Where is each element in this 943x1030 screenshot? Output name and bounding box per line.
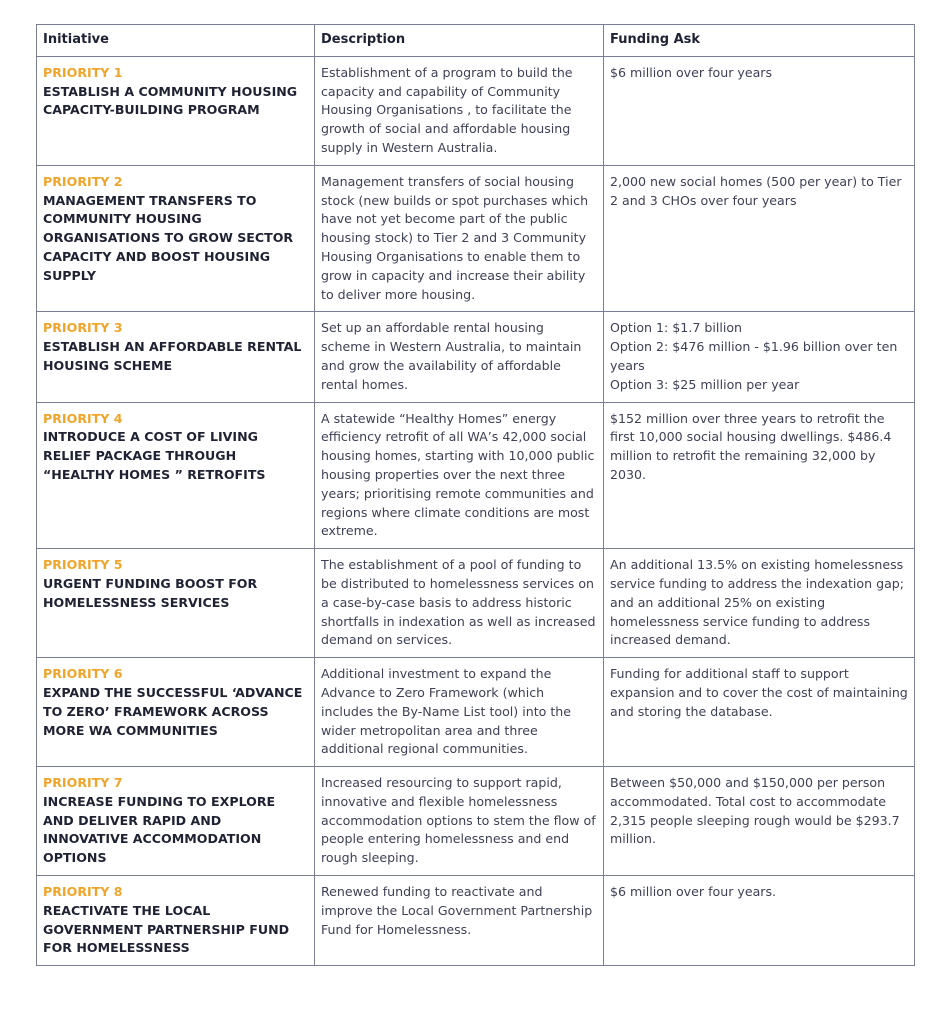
- funding-cell: [604, 658, 915, 767]
- table-row: [37, 767, 915, 876]
- initiative-cell: [37, 658, 315, 767]
- table-row: [37, 312, 915, 402]
- funding-line: Between $50,000 and $150,000 per person accommodated. Total cost to accommodate 2,315 people sleeping rough would be $293.7 million.: [610, 775, 900, 847]
- table-row: [37, 876, 915, 966]
- priority-label: PRIORITY 2: [43, 173, 123, 189]
- priority-label: PRIORITY 7: [43, 775, 123, 791]
- funding-cell: [604, 402, 915, 549]
- funding-cell: [604, 876, 915, 966]
- funding-line: Option 3: $25 million per year: [610, 376, 800, 392]
- initiative-title: INTRODUCE A COST OF LIVING RELIEF PACKAGE THROUGH “HEALTHY HOMES ” RETROFITS: [43, 429, 266, 482]
- table-row: [37, 549, 915, 658]
- initiative-title: INCREASE FUNDING TO EXPLORE AND DELIVER RAPID AND INNOVATIVE ACCOMMODATION OPTIONS: [43, 793, 276, 866]
- initiative-title: ESTABLISH A COMMUNITY HOUSING CAPACITY-BUILDING PROGRAM: [43, 83, 298, 118]
- header-initiative: Initiative: [37, 25, 315, 57]
- priorities-table-wrapper: [36, 24, 914, 966]
- header-description: Description: [315, 25, 604, 57]
- priority-label: PRIORITY 5: [43, 557, 123, 573]
- initiative-cell: [37, 402, 315, 549]
- table-header-row: [37, 25, 915, 57]
- funding-cell: [604, 312, 915, 402]
- initiative-title: MANAGEMENT TRANSFERS TO COMMUNITY HOUSING ORGANISATIONS TO GROW SECTOR CAPACITY AND BOOST HOUSING SUPPLY: [43, 192, 294, 283]
- priority-label: PRIORITY 3: [43, 320, 123, 336]
- priority-label: PRIORITY 1: [43, 64, 123, 80]
- initiative-cell: [37, 165, 315, 312]
- initiative-title: ESTABLISH AN AFFORDABLE RENTAL HOUSING SCHEME: [43, 339, 302, 373]
- initiative-title: REACTIVATE THE LOCAL GOVERNMENT PARTNERSHIP FUND FOR HOMELESSNESS: [43, 902, 290, 956]
- table-row: [37, 402, 915, 549]
- description-cell: Set up an affordable rental housing scheme in Western Australia, to maintain and grow the availability of affordable rental homes.: [315, 312, 604, 402]
- funding-line: $6 million over four years.: [610, 884, 777, 900]
- priority-label: PRIORITY 4: [43, 410, 123, 426]
- description-cell: Additional investment to expand the Advance to Zero Framework (which includes the By-Name List tool) into the wider metropolitan area and three additional regional communities.: [315, 658, 604, 767]
- funding-cell: [604, 165, 915, 312]
- funding-line: 2,000 new social homes (500 per year) to Tier 2 and 3 CHOs over four years: [610, 173, 902, 208]
- initiative-cell: [37, 56, 315, 165]
- funding-line: $152 million over three years to retrofit the first 10,000 social housing dwellings. $486.4 million to retrofit the remaining 32,000 by 2030.: [610, 410, 892, 482]
- priority-label: PRIORITY 8: [43, 884, 123, 900]
- funding-line: Option 1: $1.7 billion: [610, 320, 743, 336]
- initiative-title: EXPAND THE SUCCESSFUL ‘ADVANCE TO ZERO’ FRAMEWORK ACROSS MORE WA COMMUNITIES: [43, 684, 303, 738]
- funding-line: An additional 13.5% on existing homelessness service funding to address the indexation gap; and an additional 25% on existing homelessness service funding to address increased demand.: [610, 557, 905, 648]
- priorities-table: [36, 24, 915, 966]
- description-cell: Management transfers of social housing stock (new builds or spot purchases which have not yet become part of the public housing stock) to Tier 2 and 3 Community Housing Organisations to enable them to grow in capacity and increase their ability to deliver more housing.: [315, 165, 604, 312]
- initiative-title: URGENT FUNDING BOOST FOR HOMELESSNESS SERVICES: [43, 575, 258, 610]
- header-funding-ask: Funding Ask: [604, 25, 915, 57]
- description-cell: Increased resourcing to support rapid, innovative and flexible homelessness accommodation options to stem the flow of people entering homelessness and end rough sleeping.: [315, 767, 604, 876]
- description-cell: A statewide “Healthy Homes” energy efficiency retrofit of all WA’s 42,000 social housing homes, starting with 10,000 public housing properties over the next three years; prioritising remote communities and regions where climate conditions are most extreme.: [315, 402, 604, 549]
- funding-cell: [604, 56, 915, 165]
- funding-cell: [604, 767, 915, 876]
- table-row: [37, 165, 915, 312]
- initiative-cell: [37, 312, 315, 402]
- funding-line: Option 2: $476 million - $1.96 billion over ten years: [610, 339, 898, 373]
- funding-line: Funding for additional staff to support expansion and to cover the cost of maintaining and storing the database.: [610, 666, 908, 719]
- description-cell: Renewed funding to reactivate and improve the Local Government Partnership Fund for Homelessness.: [315, 876, 604, 966]
- table-body: [37, 56, 915, 965]
- initiative-cell: [37, 767, 315, 876]
- priority-label: PRIORITY 6: [43, 666, 123, 682]
- table-row: [37, 658, 915, 767]
- description-cell: The establishment of a pool of funding to be distributed to homelessness services on a case-by-case basis to address historic shortfalls in indexation as well as increased demand on services.: [315, 549, 604, 658]
- funding-cell: [604, 549, 915, 658]
- funding-line: $6 million over four years: [610, 64, 773, 80]
- table-row: [37, 56, 915, 165]
- initiative-cell: [37, 549, 315, 658]
- initiative-cell: [37, 876, 315, 966]
- description-cell: Establishment of a program to build the capacity and capability of Community Housing Organisations , to facilitate the growth of social and affordable housing supply in Western Australia.: [315, 56, 604, 165]
